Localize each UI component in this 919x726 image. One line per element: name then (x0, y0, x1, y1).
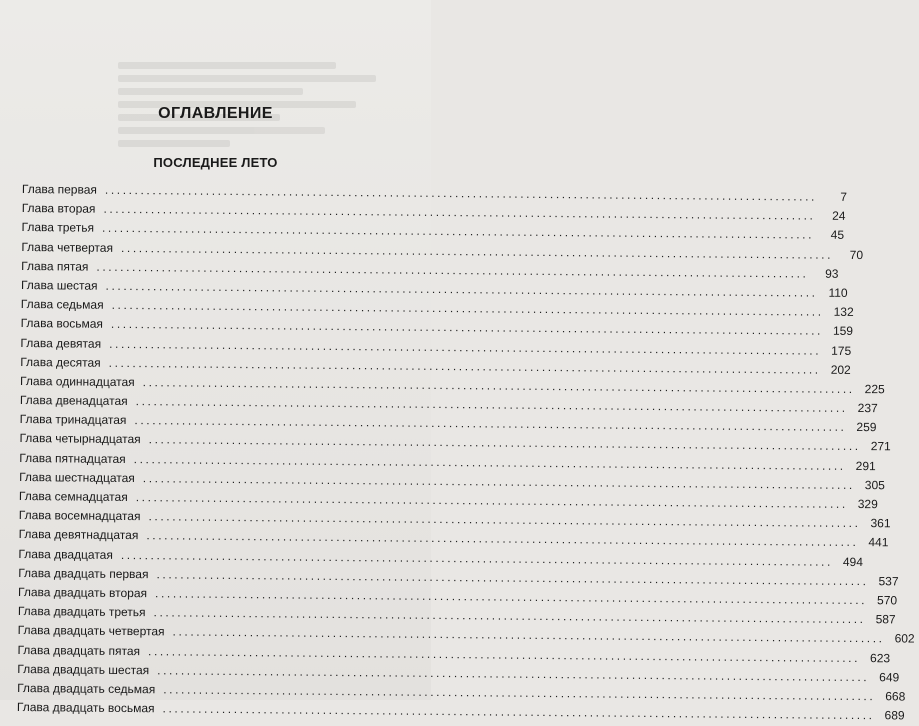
chapter-label: Глава третья (21, 220, 95, 236)
page-number: 689 (884, 708, 905, 723)
toc-entry (16, 698, 905, 723)
dot-leader: ........................................................................................................................ (120, 547, 834, 569)
page-number: 537 (878, 573, 899, 589)
page-number: 70 (849, 247, 864, 262)
chapter-label: Глава девятнадцатая (18, 527, 139, 543)
dot-leader: ........................................................................................................................ (108, 355, 821, 377)
dot-leader: ........................................................................................................................ (163, 682, 876, 704)
page-number: 649 (879, 669, 900, 685)
dot-leader: ........................................................................................................................ (148, 432, 861, 454)
dot-leader: ........................................................................................................................ (120, 240, 834, 262)
chapter-label: Глава пятая (21, 258, 89, 274)
chapter-label: Глава пятнадцатая (19, 450, 126, 466)
dot-leader: ........................................................................................................................ (105, 278, 818, 300)
dot-leader: ........................................................................................................................ (110, 317, 824, 339)
chapter-label: Глава двадцать третья (17, 604, 146, 620)
dot-leader: ........................................................................................................................ (172, 624, 885, 646)
dot-leader: ........................................................................................................................ (147, 643, 861, 665)
dot-leader: ........................................................................................................................ (162, 701, 875, 723)
chapter-label: Глава шестая (20, 277, 98, 293)
chapter-label: Глава тринадцатая (19, 412, 127, 428)
page-number: 45 (830, 228, 845, 243)
page-number: 329 (857, 497, 878, 512)
page-number: 587 (875, 612, 896, 627)
dot-leader: ........................................................................................................................ (101, 221, 815, 242)
dot-leader: ........................................................................................................................ (103, 201, 816, 223)
dot-leader: ........................................................................................................................ (104, 182, 818, 204)
dot-leader: ........................................................................................................................ (142, 375, 855, 396)
dot-leader: ........................................................................................................................ (142, 470, 855, 492)
chapter-label: Глава двадцать шестая (17, 661, 150, 677)
dot-leader: ........................................................................................................................ (109, 336, 822, 358)
chapter-label: Глава двадцать четвертая (17, 623, 165, 639)
dot-leader: ........................................................................................................................ (96, 259, 809, 281)
chapter-label: Глава двадцатая (18, 546, 113, 562)
chapter-label: Глава первая (21, 181, 97, 197)
chapter-label: Глава четвертая (21, 239, 114, 255)
chapter-label: Глава двадцать первая (18, 565, 149, 581)
chapter-label: Глава семнадцатая (18, 488, 128, 505)
chapter-label: Глава одиннадцатая (20, 373, 135, 389)
page-number: 159 (832, 324, 854, 339)
page-number: 361 (870, 516, 891, 531)
chapter-label: Глава восьмая (20, 316, 104, 332)
page-number: 175 (831, 343, 852, 358)
chapter-label: Глава четырнадцатая (19, 431, 141, 447)
page-number: 7 (840, 189, 848, 204)
page-number: 24 (832, 208, 846, 224)
dot-leader: ........................................................................................................................ (156, 567, 869, 588)
page-number: 271 (870, 439, 891, 454)
dot-leader: ........................................................................................................................ (148, 509, 861, 531)
chapter-label: Глава двадцать пятая (17, 642, 141, 658)
page-number: 441 (868, 535, 889, 550)
page-number: 259 (856, 420, 877, 435)
chapter-label: Глава двадцать вторая (17, 584, 148, 601)
chapter-label: Глава вторая (21, 201, 96, 216)
dot-leader: ........................................................................................................................ (133, 451, 846, 473)
chapter-label: Глава девятая (20, 335, 102, 351)
page-title: ОГЛАВЛЕНИЕ (158, 105, 273, 122)
page-number: 237 (857, 401, 878, 416)
dot-leader: ........................................................................................................................ (146, 528, 859, 550)
dot-leader: ........................................................................................................................ (135, 490, 848, 511)
page-number: 602 (894, 631, 915, 646)
page-number: 93 (825, 266, 839, 281)
page-number: 110 (828, 285, 848, 300)
table-of-contents (16, 180, 915, 723)
page-number: 570 (877, 593, 898, 608)
page-number: 225 (864, 381, 885, 397)
chapter-label: Глава десятая (20, 354, 101, 370)
chapter-label: Глава седьмая (20, 297, 104, 312)
dot-leader: ........................................................................................................................ (157, 663, 870, 684)
chapter-label: Глава двадцать седьмая (17, 680, 156, 697)
page-number: 291 (855, 458, 876, 473)
chapter-label: Глава двенадцатая (19, 393, 128, 409)
page-number: 623 (869, 650, 891, 665)
dot-leader: ........................................................................................................................ (111, 297, 824, 319)
page-number: 668 (885, 689, 906, 704)
dot-leader: ........................................................................................................................ (155, 586, 868, 608)
dot-leader: ........................................................................................................................ (153, 605, 866, 627)
page-number: 132 (833, 304, 854, 320)
chapter-label: Глава двадцать восьмая (16, 700, 155, 716)
section-title: ПОСЛЕДНЕЕ ЛЕТО (153, 155, 278, 170)
page-number: 305 (864, 477, 885, 493)
chapter-label: Глава шестнадцатая (19, 469, 135, 485)
chapter-label: Глава восемнадцатая (18, 508, 141, 524)
dot-leader: ........................................................................................................................ (135, 394, 848, 415)
dot-leader: ........................................................................................................................ (134, 413, 847, 435)
page-number: 202 (830, 362, 851, 377)
page-number: 494 (842, 554, 864, 569)
